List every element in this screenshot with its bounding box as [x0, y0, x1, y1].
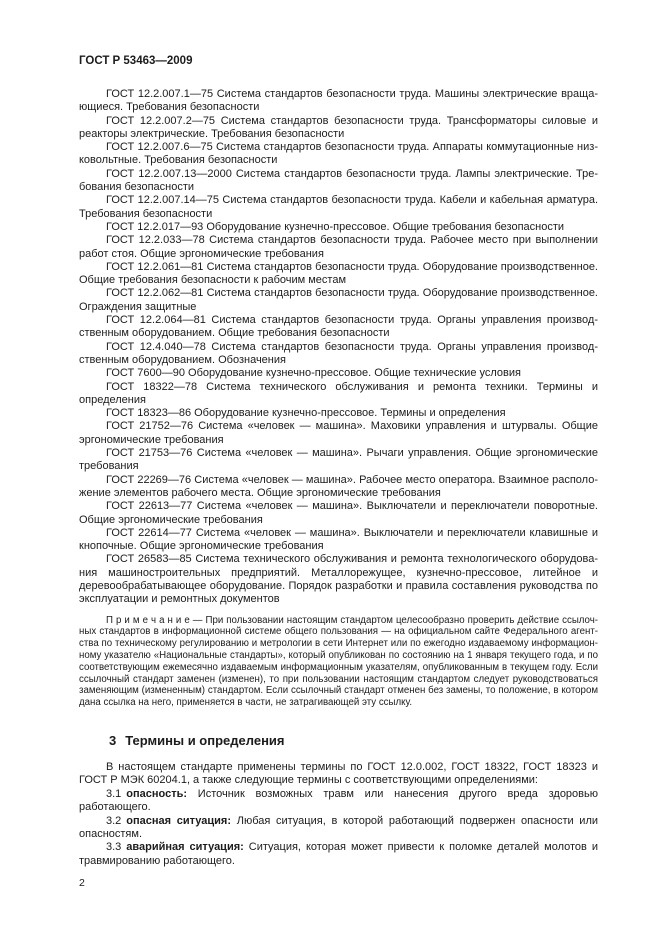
reference-item: ГОСТ 12.2.061—81 Система стандартов безопасности труда. Оборудование производственное. Общие требования безопасности к рабочим местам: [79, 260, 598, 287]
section-heading: [79, 733, 598, 748]
reference-item: ГОСТ 18323—86 Оборудование кузнечно-прессовое. Термины и определения: [106, 407, 506, 420]
term-number: 3.3: [106, 841, 122, 854]
term-definition: [79, 815, 598, 842]
reference-item: ГОСТ 12.2.007.2—75 Система стандартов безопасности труда. Трансформаторы силовые и реакторы электрические. Требования безопасности: [79, 114, 598, 140]
section-intro: В настоящем стандарте применены термины по ГОСТ 12.0.002, ГОСТ 18322, ГОСТ 18323 и ГОСТ Р МЭК 60204.1, а также следующие термины с соответствующими определениями:: [79, 760, 598, 787]
reference-item: ГОСТ 22614—77 Система «человек — машина». Выключатели и переключатели клавишные и кнопочные. Общие эргономические требования: [79, 526, 598, 553]
term-number: 3.2: [106, 814, 122, 827]
reference-item: ГОСТ 12.2.007.6—75 Система стандартов безопасности труда. Аппараты коммутационные низковольтные. Требования безопасности: [79, 141, 598, 167]
reference-item: ГОСТ 18322—78 Система технического обслуживания и ремонта техники. Термины и определения: [79, 380, 598, 406]
reference-item: ГОСТ 22269—76 Система «человек — машина». Рабочее место оператора. Взаимное расположение элементов рабочего места. Общие эргономические требования: [79, 473, 598, 499]
reference-item: ГОСТ 21753—76 Система «человек — машина». Рычаги управления. Общие эргономические требования: [79, 447, 598, 473]
reference-item: ГОСТ 12.2.007.1—75 Система стандартов безопасности труда. Машины электрические вращающиеся. Требования безопасности: [79, 88, 598, 114]
term-text: Источник возможных травм или нанесения другого вреда здоровью работающего.: [79, 787, 598, 814]
term-number: 3.1: [106, 787, 122, 800]
section-title: Термины и определения: [125, 732, 285, 748]
reference-item: ГОСТ 12.2.033—78 Система стандартов безопасности труда. Рабочее место при выполнении работ стоя. Общие эргономические требования: [79, 234, 598, 260]
reference-item: ГОСТ 12.4.040—78 Система стандартов безопасности труда. Органы управления производственным оборудованием. Обозначения: [79, 340, 598, 366]
section-number: 3: [109, 732, 117, 748]
reference-item: ГОСТ 21752—76 Система «человек — машина». Маховики управления и штурвалы. Общие эргономические требования: [79, 420, 598, 446]
reference-item: ГОСТ 22613—77 Система «человек — машина». Выключатели и переключатели поворотные. Общие эргономические требования: [79, 500, 598, 526]
term-text: Ситуация, которая может привести к поломке деталей молотов и травмированию работающего.: [79, 841, 598, 867]
note-label: П р и м е ч а н и е: [106, 614, 190, 626]
term-text: Любая ситуация, в которой работающий подвержен опасности или опасностям.: [79, 814, 599, 840]
term-name: опасность:: [126, 787, 188, 800]
note-text: — При пользовании настоящим стандартом целесообразно проверить действие ссылочных стандартов в информационной системе общего пользования — на официальном сайте Федерального агентства по техническому регулированию и метрологии в сети Интернет или по ежегодно издаваемому информационному указателю «Национальные стандарты», который опубликован по состоянию на 1 января текущего года, и по соответствующим ежемесячно издаваемым информационным указателям, опубликованным в текущем году. Если ссылочный стандарт заменен (изменен), то при пользовании настоящим стандартом следует руководствоваться заменяющим (измененным) стандартом. Если ссылочный стандарт отменен без замены, то положение, в котором дана ссылка на него, применяется в части, не затрагивающей эту ссылку.: [79, 614, 598, 709]
references-list: [79, 88, 598, 607]
page-number: 2: [79, 877, 85, 890]
reference-item: ГОСТ 12.2.062—81 Система стандартов безопасности труда. Оборудование производственное. Ограждения защитные: [79, 287, 598, 313]
term-definition: [79, 788, 598, 815]
reference-item: ГОСТ 12.2.007.14—75 Система стандартов безопасности труда. Кабели и кабельная арматура. Требования безопасности: [79, 194, 598, 220]
reference-item: ГОСТ 12.2.064—81 Система стандартов безопасности труда. Органы управления производственным оборудованием. Общие требования безопасности: [79, 314, 598, 340]
term-name: опасная ситуация:: [126, 814, 232, 827]
reference-item: ГОСТ 12.2.017—93 Оборудование кузнечно-прессовое. Общие требования безопасности: [106, 220, 565, 233]
term-name: аварийная ситуация:: [126, 841, 244, 854]
reference-item: ГОСТ 7600—90 Оборудование кузнечно-прессовое. Общие технические условия: [106, 367, 521, 380]
reference-item: ГОСТ 12.2.007.13—2000 Система стандартов безопасности труда. Лампы электрические. Требования безопасности: [79, 167, 598, 194]
page-header: ГОСТ Р 53463—2009: [79, 55, 193, 67]
term-definition: [79, 841, 598, 868]
note-paragraph: [79, 615, 598, 709]
reference-item: ГОСТ 26583—85 Система технического обслуживания и ремонта технологического оборудования машиностроительных предприятий. Металлорежущее, кузнечно-прессовое, литейное и деревообрабатывающее оборудование. Порядок разработки и правила составления руководства по эксплуатации и ремонтных документов: [79, 553, 598, 606]
